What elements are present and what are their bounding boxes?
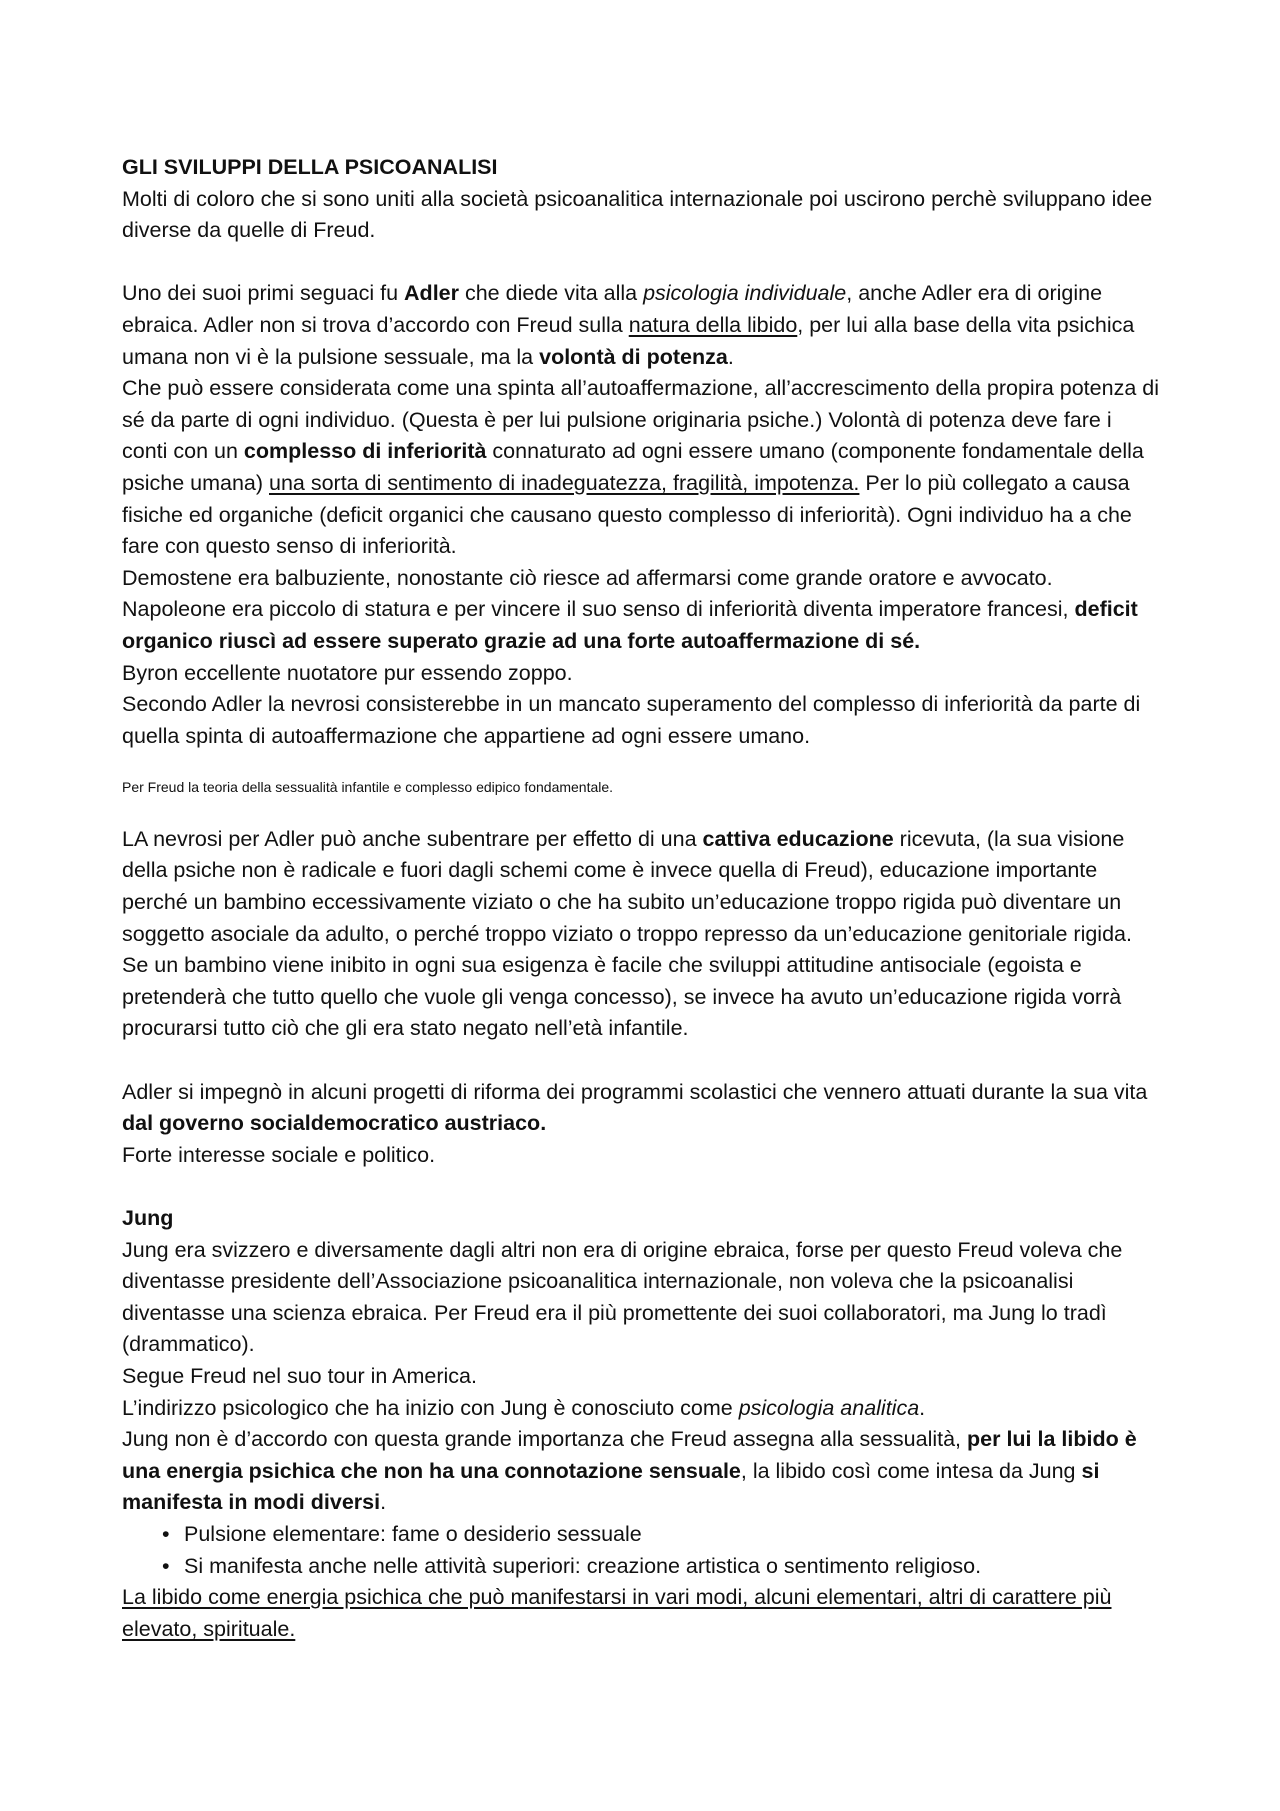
intro-paragraph: Molti di coloro che si sono uniti alla società psicoanalitica internazionale poi uscirono perchè sviluppano idee diverse da quelle di Freud.: [122, 186, 1153, 243]
nevrosi-paragraph-2: Se un bambino viene inibito in ogni sua esigenza è facile che sviluppi attitudine antisociale (egoista e pretenderà che tutto quello che vuole gli venga concesso), se invece ha avuto un’educazione rigida vorrà procurarsi tutto ciò che gli era stato negato nell’età infantile.: [122, 953, 1122, 1041]
riforma-paragraph-2: Forte interesse sociale e politico.: [122, 1142, 436, 1167]
spacer: [122, 247, 1162, 279]
adler-paragraph-4: Napoleone era piccolo di statura e per vincere il suo senso di inferiorità diventa imperatore francesi, deficit organico riuscì ad essere superato grazie ad una forte autoaffermazione di sé.: [122, 597, 1138, 653]
jung-paragraph-2: Segue Freud nel suo tour in America.: [122, 1363, 477, 1388]
adler-paragraph-2: Che può essere considerata come una spinta all’autoaffermazione, all’accrescimento della propira potenza di sé da parte di ogni individuo. (Questa è per lui pulsione originaria psiche.) Volontà di potenza deve fare i conti con un complesso di inferiorità connaturato ad ogni essere umano (componente fondamentale della psiche umana) una sorta di sentimento di inadeguatezza, fragilità, impotenza. Per lo più collegato a causa fisiche ed organiche (deficit organici che causano questo complesso di inferiorità). Ogni individuo ha a che fare con questo senso di inferiorità.: [122, 376, 1159, 559]
adler-paragraph-6: Secondo Adler la nevrosi consisterebbe in un mancato superamento del complesso di inferiorità da parte di quella spinta di autoaffermazione che appartiene ad ogni essere umano.: [122, 692, 1141, 748]
riforma-paragraph-1: Adler si impegnò in alcuni progetti di riforma dei programmi scolastici che vennero attuati durante la sua vita dal governo socialdemocratico austriaco.: [122, 1079, 1148, 1136]
jung-heading: Jung: [122, 1206, 174, 1230]
spacer: [122, 752, 1162, 772]
adler-paragraph-5: Byron eccellente nuotatore pur essendo zoppo.: [122, 660, 573, 685]
adler-paragraph-1: Uno dei suoi primi seguaci fu Adler che diede vita alla psicologia individuale, anche Adler era di origine ebraica. Adler non si trova d’accordo con Freud sulla natura della libido, per lui alla base della vita psichica umana non vi è la pulsione sessuale, ma la volontà di potenza.: [122, 281, 1135, 369]
spacer: [122, 804, 1162, 824]
list-item: • Si manifesta anche nelle attività superiori: creazione artistica o sentimento religioso.: [122, 1551, 1162, 1583]
document-body: [122, 152, 1162, 1645]
jung-paragraph-4: Jung non è d’accordo con questa grande importanza che Freud assegna alla sessualità, per lui la libido è una energia psichica che non ha una connotazione sensuale, la libido così come intesa da Jung si manifesta in modi diversi.: [122, 1427, 1137, 1515]
spacer: [122, 1171, 1162, 1203]
adler-paragraph-3: Demostene era balbuziente, nonostante ciò riesce ad affermarsi come grande oratore e avvocato.: [122, 565, 1053, 590]
nevrosi-paragraph-1: LA nevrosi per Adler può anche subentrare per effetto di una cattiva educazione ricevuta, (la sua visione della psiche non è radicale e fuori dagli schemi come è invece quella di Freud), educazione importante perché un bambino eccessivamente viziato o che ha subito un’educazione troppo rigida può diventare un soggetto asociale da adulto, o perché troppo viziato o troppo represso da un’educazione genitoriale rigida.: [122, 826, 1132, 946]
jung-paragraph-1: Jung era svizzero e diversamente dagli altri non era di origine ebraica, forse per questo Freud voleva che diventasse presidente dell’Associazione psicoanalitica internazionale, non voleva che la psicoanalisi diventasse una scienza ebraica. Per Freud era il più promettente dei suoi collaboratori, ma Jung lo tradì (drammatico).: [122, 1237, 1123, 1357]
list-item: • Pulsione elementare: fame o desiderio sessuale: [122, 1519, 1162, 1551]
small-note: Per Freud la teoria della sessualità infantile e complesso edipico fondamentale.: [122, 779, 614, 796]
spacer: [122, 1045, 1162, 1077]
document-title: GLI SVILUPPI DELLA PSICOANALISI: [122, 155, 498, 179]
libido-bullet-list: [122, 1519, 1162, 1582]
jung-closing: La libido come energia psichica che può manifestarsi in vari modi, alcuni elementari, altri di carattere più elevato, spirituale.: [122, 1585, 1112, 1641]
jung-paragraph-3: L’indirizzo psicologico che ha inizio con Jung è conosciuto come psicologia analitica.: [122, 1395, 926, 1420]
